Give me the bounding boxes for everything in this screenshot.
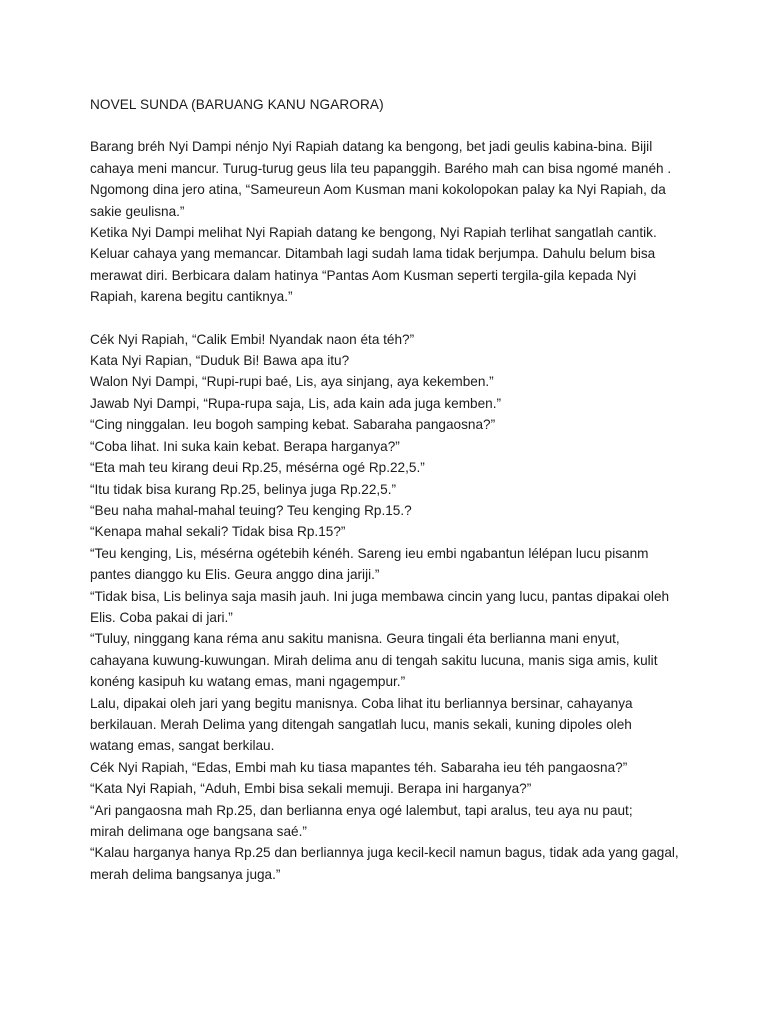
dialogue-line (90, 329, 700, 350)
text-line: “Tuluy, ninggang kana réma anu sakitu manisna. Geura tingali éta berlianna mani enyut, (90, 631, 620, 647)
text-line: “Teu kenging, Lis, mésérna ogétebih kénéh. Sareng ieu embi ngabantun lélépan lucu pisanm (90, 545, 649, 561)
text-line: Elis. Coba pakai di jari.” (90, 609, 233, 625)
text-line: “Itu tidak bisa kurang Rp.25, belinya juga Rp.22,5.” (90, 481, 397, 497)
text-line: pantes dianggo ku Elis. Geura anggo dina jariji.” (90, 567, 380, 583)
text-line: Kata Nyi Rapian, “Duduk Bi! Bawa apa itu? (90, 353, 350, 369)
document-page (90, 94, 700, 885)
dialogue-line (90, 457, 700, 478)
dialogue-line (90, 628, 700, 692)
text-line: “Kenapa mahal sekali? Tidak bisa Rp.15?” (90, 524, 346, 540)
text-line: watang emas, sangat berkilau. (90, 738, 275, 754)
dialogue-line (90, 500, 700, 521)
dialogue-line (90, 371, 700, 392)
paragraph-gap (90, 308, 700, 329)
dialogue-line (90, 693, 700, 757)
dialogue-line (90, 350, 700, 371)
text-line: cahaya meni mancur. Turug-turug geus lila teu papanggih. Barého mah can bisa ngomé manéh . (90, 160, 672, 176)
text-line: “Beu naha mahal-mahal teuing? Teu kenging Rp.15.? (90, 502, 412, 518)
text-line: “Coba lihat. Ini suka kain kebat. Berapa harganya?” (90, 438, 400, 454)
text-line: Lalu, dipakai oleh jari yang begitu manisnya. Coba lihat itu berliannya bersinar, cahayanya (90, 695, 633, 711)
text-line: Barang bréh Nyi Dampi nénjo Nyi Rapiah datang ka bengong, bet jadi geulis kabina-bina. Bijil (90, 139, 653, 155)
dialogue-line (90, 414, 700, 435)
intro-sunda-paragraph (90, 136, 700, 222)
text-line: konéng kasipuh ku watang emas, mani ngagempur.” (90, 674, 406, 690)
text-line: “Tidak bisa, Lis belinya saja masih jauh. Ini juga membawa cincin yang lucu, pantas dipakai oleh (90, 588, 670, 604)
text-line: Walon Nyi Dampi, “Rupi-rupi baé, Lis, aya sinjang, aya kekemben.” (90, 374, 494, 390)
dialogue-line (90, 842, 700, 885)
dialogue-line (90, 543, 700, 586)
text-line: Jawab Nyi Dampi, “Rupa-rupa saja, Lis, ada kain ada juga kemben.” (90, 395, 502, 411)
text-line: mirah delimana oge bangsana saé.” (90, 824, 307, 839)
text-line: “Cing ninggalan. Ieu bogoh samping kebat. Sabaraha pangaosna?” (90, 417, 496, 433)
text-line: Ketika Nyi Dampi melihat Nyi Rapiah datang ke bengong, Nyi Rapiah terlihat sangatlah cantik. (90, 225, 657, 241)
dialogue-line (90, 393, 700, 414)
text-line: “Kalau harganya hanya Rp.25 dan berliannya juga kecil-kecil namun bagus, tidak ada yang gagal, (90, 845, 679, 861)
text-line: sakie geulisna.” (90, 203, 185, 219)
dialogue-line (90, 586, 700, 629)
text-line: Ngomong dina jero atina, “Sameureun Aom Kusman mani kokolopokan palay ka Nyi Rapiah, da (90, 182, 666, 198)
text-line: Rapiah, karena begitu cantiknya.” (90, 289, 293, 305)
text-line: “Kata Nyi Rapiah, “Aduh, Embi bisa sekali memuji. Berapa ini harganya?” (90, 781, 532, 797)
text-line: berkilauan. Merah Delima yang ditengah sangatlah lucu, manis sekali, kuning dipoles oleh (90, 716, 632, 732)
dialogue-line (90, 479, 700, 500)
text-line: Keluar cahaya yang memancar. Ditambah lagi sudah lama tidak berjumpa. Dahulu belum bisa (90, 246, 656, 262)
dialogue-line (90, 521, 700, 542)
text-line: merawat diri. Berbicara dalam hatinya “Pantas Aom Kusman seperti tergila-gila kepada Nyi (90, 267, 637, 283)
text-line: Cék Nyi Rapiah, “Edas, Embi mah ku tiasa mapantes téh. Sabaraha ieu téh pangaosna?” (90, 759, 628, 775)
dialogue-line (90, 800, 700, 843)
text-line: Cék Nyi Rapiah, “Calik Embi! Nyandak naon éta téh?” (90, 331, 415, 347)
intro-indonesian-paragraph (90, 222, 700, 308)
text-line: merah delima bangsanya juga.” (90, 866, 281, 882)
text-line: cahayana kuwung-kuwungan. Mirah delima anu di tengah sakitu lucuna, manis siga amis, kulit (90, 652, 658, 668)
text-line: “Ari pangaosna mah Rp.25, dan berlianna enya ogé lalembut, tapi aralus, teu aya nu paut; (90, 802, 633, 818)
dialogue-line (90, 757, 700, 778)
dialogue-line (90, 778, 700, 799)
text-line: “Eta mah teu kirang deui Rp.25, mésérna ogé Rp.22,5.” (90, 460, 425, 476)
dialogue-section (90, 329, 700, 886)
document-title: NOVEL SUNDA (BARUANG KANU NGARORA) (90, 97, 384, 112)
dialogue-line (90, 436, 700, 457)
